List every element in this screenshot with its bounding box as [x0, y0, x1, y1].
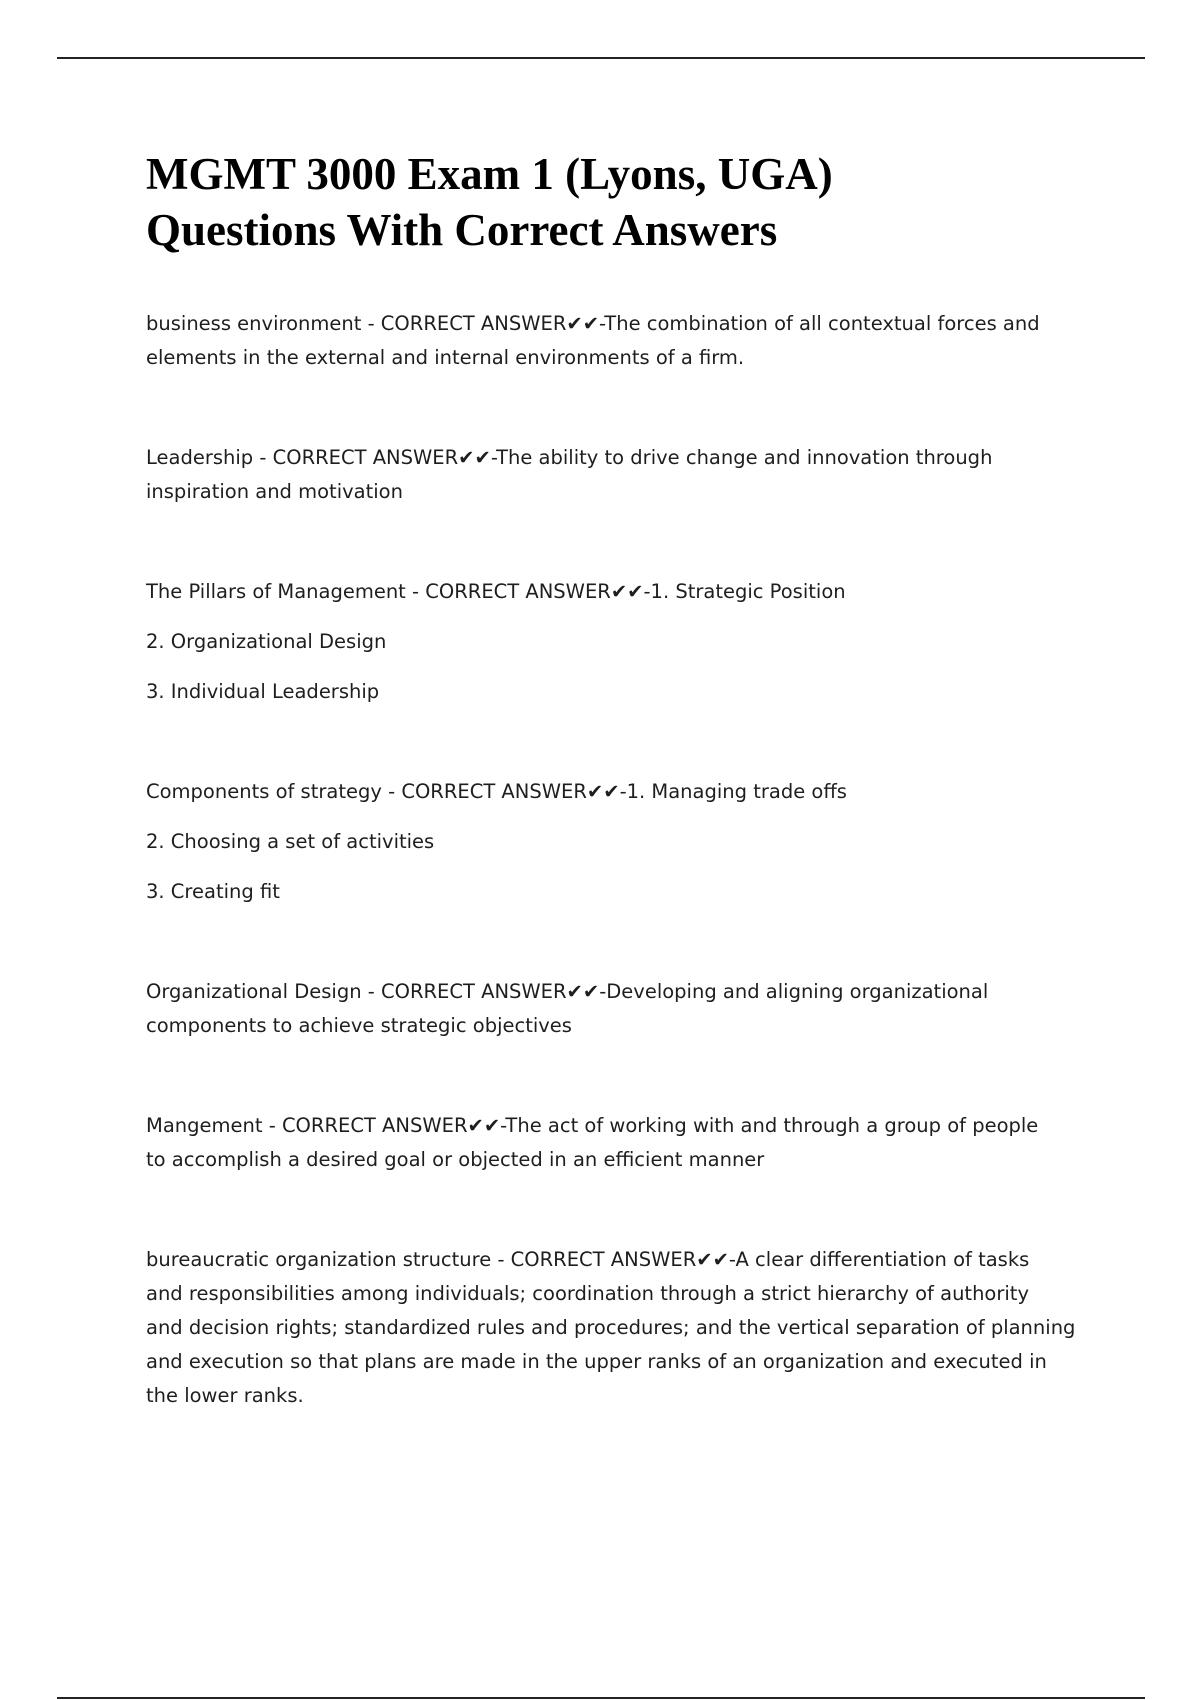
qa-leadership — [146, 441, 1096, 509]
qa-line: Components of strategy - CORRECT ANSWER✔✔-1. Managing trade offs — [146, 780, 847, 803]
qa-pillars-of-management — [146, 575, 1096, 709]
document-title-line-1: MGMT 3000 Exam 1 (Lyons, UGA) — [146, 149, 833, 199]
qa-line: elements in the external and internal environments of a firm. — [146, 346, 745, 369]
top-rule — [57, 57, 1145, 59]
qa-line: The Pillars of Management - CORRECT ANSWER✔✔-1. Strategic Position — [146, 580, 846, 603]
qa-components-of-strategy — [146, 775, 1096, 909]
qa-line: Leadership - CORRECT ANSWER✔✔-The ability to drive change and innovation through — [146, 446, 993, 469]
qa-line: and execution so that plans are made in the upper ranks of an organization and executed in — [146, 1350, 1047, 1373]
qa-line: bureaucratic organization structure - CORRECT ANSWER✔✔-A clear differentiation of tasks — [146, 1248, 1030, 1271]
qa-line: and responsibilities among individuals; coordination through a strict hierarchy of authority — [146, 1282, 1029, 1305]
qa-line: components to achieve strategic objectives — [146, 1014, 572, 1037]
qa-list-item: 3. Creating fit — [146, 880, 280, 903]
document-title — [146, 146, 1096, 258]
qa-list — [146, 307, 1096, 1413]
qa-line: Mangement - CORRECT ANSWER✔✔-The act of working with and through a group of people — [146, 1114, 1039, 1137]
qa-list-item: 2. Organizational Design — [146, 630, 387, 653]
bottom-rule — [57, 1697, 1145, 1699]
qa-line: and decision rights; standardized rules and procedures; and the vertical separation of planning — [146, 1316, 1076, 1339]
document-title-line-2: Questions With Correct Answers — [146, 205, 778, 255]
qa-line: inspiration and motivation — [146, 480, 403, 503]
qa-business-environment — [146, 307, 1096, 375]
qa-line: the lower ranks. — [146, 1384, 304, 1407]
qa-management — [146, 1109, 1096, 1177]
qa-list-item: 3. Individual Leadership — [146, 680, 380, 703]
qa-line: Organizational Design - CORRECT ANSWER✔✔-Developing and aligning organizational — [146, 980, 989, 1003]
qa-organizational-design — [146, 975, 1096, 1043]
qa-bureaucratic-structure — [146, 1243, 1096, 1413]
qa-list-item: 2. Choosing a set of activities — [146, 830, 435, 853]
qa-line: to accomplish a desired goal or objected in an efficient manner — [146, 1148, 765, 1171]
document-body — [146, 146, 1096, 1479]
qa-line: business environment - CORRECT ANSWER✔✔-The combination of all contextual forces and — [146, 312, 1040, 335]
